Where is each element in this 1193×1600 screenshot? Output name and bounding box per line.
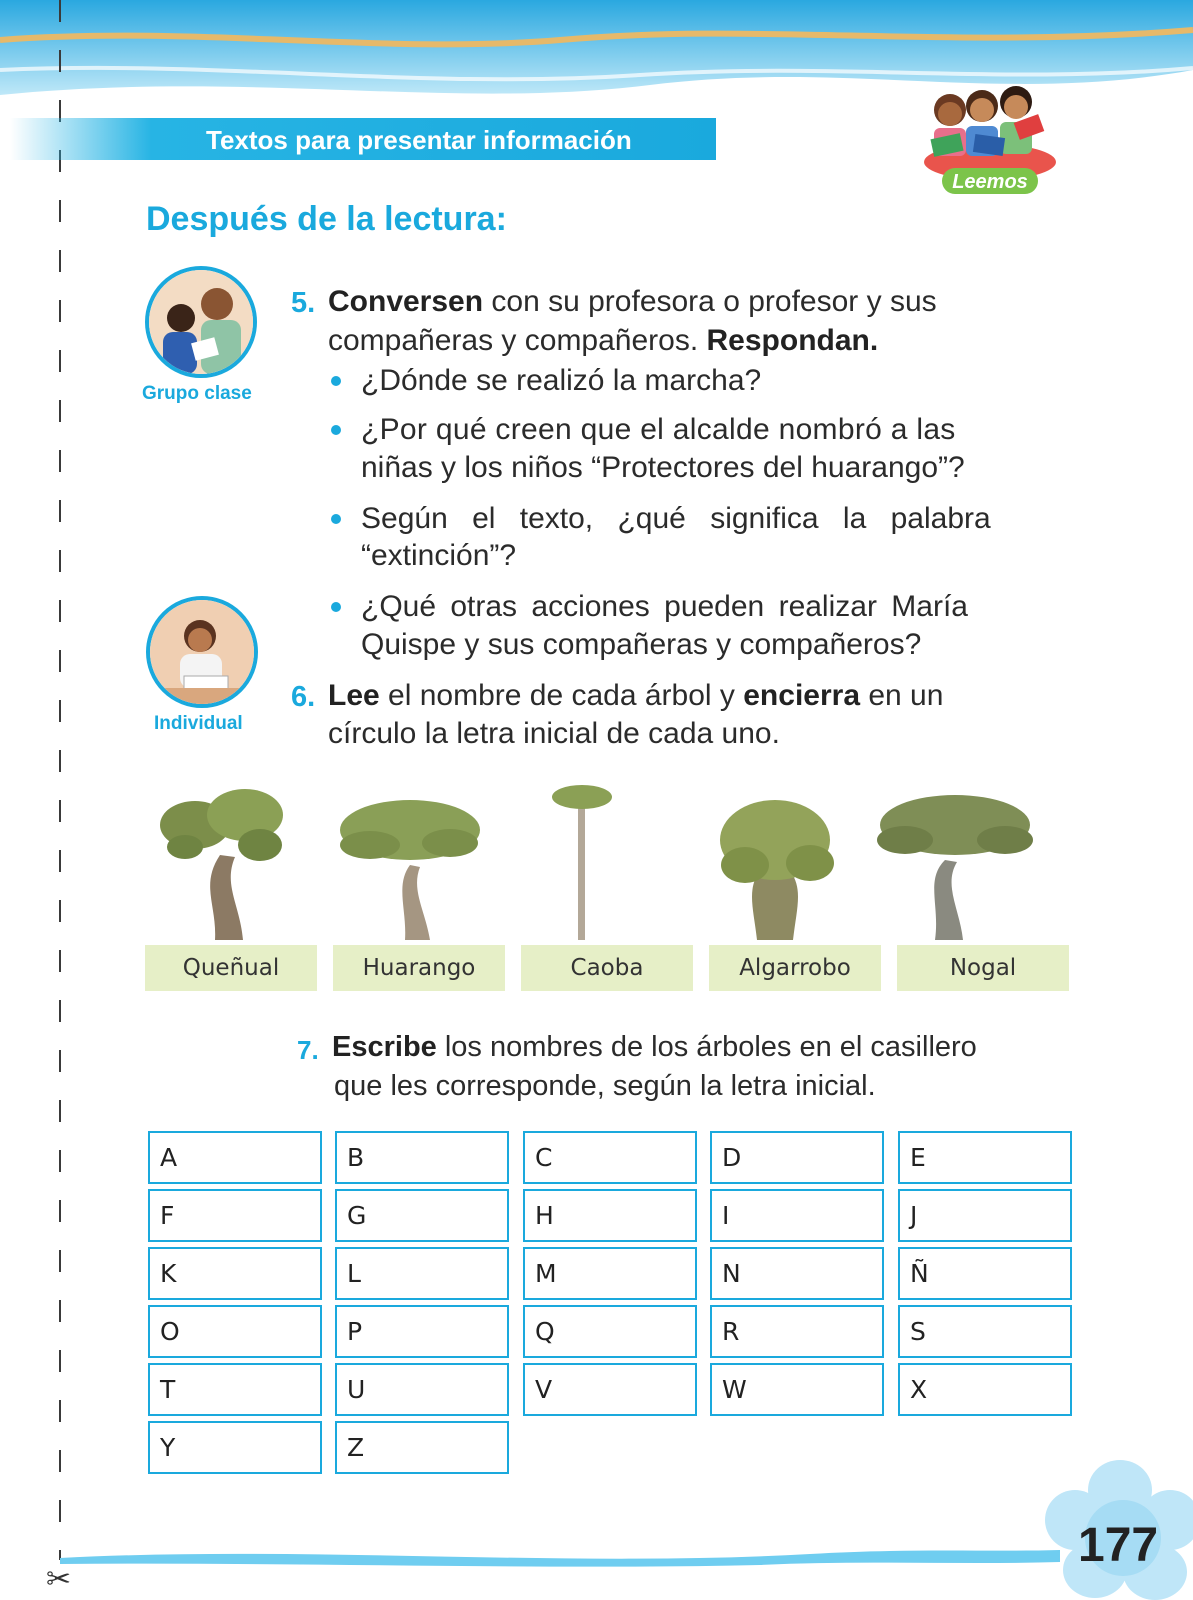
letter-box[interactable] — [335, 1247, 509, 1300]
letter-label: L — [347, 1259, 361, 1288]
bullet-icon — [331, 376, 341, 386]
leemos-label: Leemos — [952, 171, 1028, 193]
letter-label: A — [160, 1143, 178, 1172]
question-7-line-1 — [332, 1033, 977, 1062]
question-5-verb: Conversen — [328, 285, 484, 318]
letter-label: Q — [535, 1317, 555, 1346]
question-5-bullet-4-line-2: Quispe y sus compañeras y compañeros? — [361, 628, 922, 661]
leemos-badge-illustration — [920, 80, 1060, 200]
letter-box[interactable] — [335, 1363, 509, 1416]
student-writing-icon — [150, 600, 254, 704]
letter-label: G — [347, 1201, 367, 1230]
question-7-number: 7. — [297, 1035, 319, 1065]
tree-label-algarrobo: Algarrobo — [709, 945, 881, 991]
letter-box[interactable] — [710, 1189, 884, 1242]
question-7-text-1: los nombres de los árboles en el casillero — [436, 1031, 977, 1063]
nogal-tree-icon — [877, 795, 1033, 940]
question-5-bullet-4-line-1: ¿Qué otras acciones pueden realizar María — [361, 590, 968, 623]
question-5-bullet-3-line-2: “extinción”? — [361, 539, 517, 572]
question-5-number: 5. — [291, 287, 316, 319]
letter-label: C — [535, 1143, 553, 1172]
letter-label: X — [910, 1375, 928, 1404]
question-5-bullet-2-line-2: niñas y los niños “Protectores del huarango”? — [361, 451, 965, 484]
letter-label: M — [535, 1259, 557, 1288]
section-title: Textos para presentar información — [206, 125, 632, 155]
letter-box[interactable] — [523, 1131, 697, 1184]
letter-box[interactable] — [710, 1363, 884, 1416]
letter-label: P — [347, 1317, 363, 1346]
letter-label: K — [160, 1259, 177, 1288]
letter-box[interactable] — [148, 1247, 322, 1300]
letter-box[interactable] — [335, 1305, 509, 1358]
letter-label: I — [722, 1201, 730, 1230]
letter-box[interactable] — [523, 1363, 697, 1416]
tree-label-huarango: Huarango — [333, 945, 505, 991]
letter-box[interactable] — [898, 1247, 1072, 1300]
letter-label: S — [910, 1317, 926, 1346]
letter-box[interactable] — [148, 1363, 322, 1416]
letter-label: Z — [347, 1433, 365, 1462]
letter-box[interactable] — [710, 1305, 884, 1358]
tree-row — [145, 785, 1077, 993]
bullet-icon — [331, 514, 341, 524]
letter-box[interactable] — [898, 1131, 1072, 1184]
question-6-verb-2: encierra — [743, 679, 860, 712]
letter-box[interactable] — [148, 1305, 322, 1358]
question-5-text-2: compañeras y compañeros. — [328, 324, 707, 357]
question-6-text-1: el nombre de cada árbol y — [379, 679, 744, 712]
individual-avatar — [146, 596, 258, 708]
bottom-wave-decoration — [60, 1540, 1060, 1570]
letter-label: H — [535, 1201, 554, 1230]
letter-label: R — [722, 1317, 740, 1346]
letter-label: Ñ — [910, 1259, 929, 1288]
letter-box[interactable] — [148, 1131, 322, 1184]
letter-label: T — [160, 1375, 176, 1404]
letter-box[interactable] — [148, 1189, 322, 1242]
letter-label: Y — [160, 1433, 176, 1462]
letter-label: B — [347, 1143, 365, 1172]
letter-label: D — [722, 1143, 742, 1172]
group-class-avatar — [145, 266, 257, 378]
scissors-icon: ✂ — [46, 1562, 72, 1597]
tree-label-caoba: Caoba — [521, 945, 693, 991]
question-6-line-2: círculo la letra inicial de cada uno. — [328, 717, 780, 750]
letter-box[interactable] — [710, 1247, 884, 1300]
letter-label: E — [910, 1143, 926, 1172]
group-class-label: Grupo clase — [142, 383, 252, 404]
huarango-tree-icon — [340, 800, 480, 940]
letter-label: O — [160, 1317, 180, 1346]
tree-illustrations — [145, 785, 1077, 945]
question-6-text-2: en un — [860, 679, 944, 712]
letter-box[interactable] — [898, 1305, 1072, 1358]
section-banner — [10, 118, 716, 160]
cut-line — [59, 0, 61, 1560]
bullet-icon — [331, 602, 341, 612]
tree-label-quenual: Queñual — [145, 945, 317, 991]
caoba-tree-icon — [552, 785, 612, 940]
page-title: Después de la lectura: — [146, 200, 507, 238]
question-6-line-1 — [328, 681, 943, 711]
individual-label: Individual — [154, 713, 243, 734]
letter-box[interactable] — [523, 1247, 697, 1300]
letter-box[interactable] — [335, 1131, 509, 1184]
question-5-bullet-3-line-1: Según el texto, ¿qué significa la palabra — [361, 502, 991, 535]
question-7-line-2: que les corresponde, según la letra inicial. — [334, 1070, 876, 1102]
letter-label: V — [535, 1375, 553, 1404]
letter-box[interactable] — [898, 1363, 1072, 1416]
letter-box[interactable] — [523, 1189, 697, 1242]
quenual-tree-icon — [160, 789, 283, 940]
question-6-number: 6. — [291, 681, 316, 713]
algarrobo-tree-icon — [720, 800, 834, 940]
question-5-bullet-2-line-1: ¿Por qué creen que el alcalde nombró a las — [361, 413, 956, 446]
question-5-line-2 — [328, 326, 878, 356]
question-7-verb: Escribe — [332, 1031, 437, 1063]
letter-label: F — [160, 1201, 175, 1230]
letter-box[interactable] — [898, 1189, 1072, 1242]
letter-box[interactable] — [710, 1131, 884, 1184]
question-6-verb-1: Lee — [328, 679, 380, 712]
question-5-bullet-1: ¿Dónde se realizó la marcha? — [361, 364, 762, 397]
letter-box[interactable] — [523, 1305, 697, 1358]
letter-label: N — [722, 1259, 741, 1288]
letter-box[interactable] — [148, 1421, 322, 1474]
letter-box[interactable] — [335, 1189, 509, 1242]
letter-label: W — [722, 1375, 747, 1404]
letter-label: J — [910, 1201, 918, 1230]
page-number: 177 — [1078, 1519, 1159, 1572]
question-5-verb-2: Respondan. — [706, 324, 879, 357]
tree-label-nogal: Nogal — [897, 945, 1069, 991]
letter-label: U — [347, 1375, 366, 1404]
bullet-icon — [331, 425, 341, 435]
letter-box[interactable] — [335, 1421, 509, 1474]
teacher-student-icon — [149, 270, 253, 374]
question-5-text-1: con su profesora o profesor y sus — [483, 285, 937, 318]
question-5-line-1 — [328, 287, 937, 317]
